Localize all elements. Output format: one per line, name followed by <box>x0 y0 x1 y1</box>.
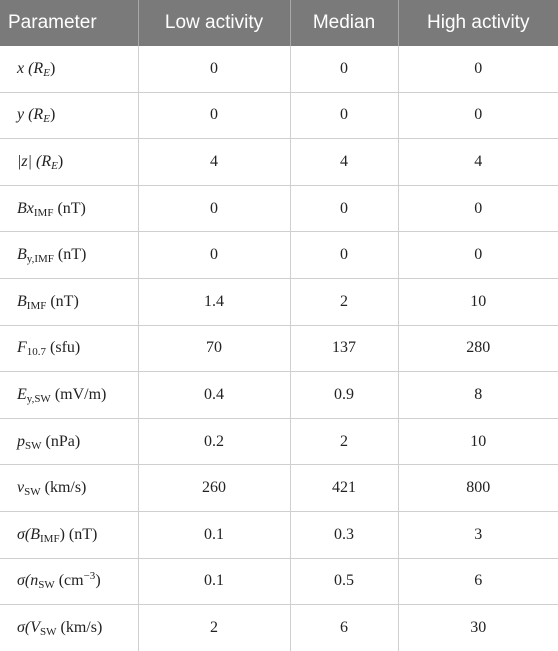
high-activity-cell: 8 <box>398 372 558 419</box>
high-activity-cell: 0 <box>398 92 558 139</box>
table-row <box>0 139 558 186</box>
low-activity-cell: 70 <box>138 325 290 372</box>
table-row <box>0 92 558 139</box>
median-cell: 0 <box>290 185 398 232</box>
median-cell: 0.5 <box>290 558 398 605</box>
table-row <box>0 418 558 465</box>
median-cell: 2 <box>290 278 398 325</box>
parameter-cell: $Bx_{IMF}$ (nT) <box>0 185 138 232</box>
high-activity-cell: 6 <box>398 558 558 605</box>
low-activity-cell: 0.4 <box>138 372 290 419</box>
high-activity-cell: 4 <box>398 139 558 186</box>
parameter-cell: $p_{SW}$ (nPa) <box>0 418 138 465</box>
low-activity-cell: 260 <box>138 465 290 512</box>
median-cell: 2 <box>290 418 398 465</box>
median-cell: 0 <box>290 46 398 92</box>
low-activity-cell: 0.1 <box>138 511 290 558</box>
table-row <box>0 372 558 419</box>
table-row <box>0 46 558 92</box>
parameter-cell: $\sigma(B_{IMF})$ (nT) <box>0 511 138 558</box>
high-activity-cell: 800 <box>398 465 558 512</box>
header-median: Median <box>290 0 398 46</box>
table-row <box>0 558 558 605</box>
high-activity-cell: 3 <box>398 511 558 558</box>
median-cell: 0.9 <box>290 372 398 419</box>
high-activity-cell: 30 <box>470 618 487 636</box>
parameter-cell: $F_{10.7}$ (sfu) <box>0 325 138 372</box>
high-activity-cell: 0 <box>398 232 558 279</box>
low-activity-cell: 0 <box>138 185 290 232</box>
parameter-cell: $\sigma(n_{SW}$ $(cm^{-3})$ <box>0 558 138 605</box>
table-row <box>0 465 558 512</box>
low-activity-cell: 0 <box>138 46 290 92</box>
parameter-cell: $\sigma(V_{SW}$ (km/s) <box>0 605 138 651</box>
low-activity-cell: 1.4 <box>138 278 290 325</box>
high-activity-cell: 280 <box>398 325 558 372</box>
median-cell: 0 <box>290 92 398 139</box>
high-activity-cell: 0 <box>398 46 558 92</box>
median-cell: 421 <box>290 465 398 512</box>
parameter-cell: |z| $(R_E)$ <box>0 139 138 186</box>
table-row <box>0 605 558 651</box>
parameter-cell: $B_{IMF}$ (nT) <box>0 278 138 325</box>
parameter-cell: y $(R_E)$ <box>0 92 138 139</box>
parameter-cell: $v_{SW}$ (km/s) <box>0 465 138 512</box>
header-high-activity: High activity <box>398 0 558 46</box>
table-row <box>0 511 558 558</box>
median-cell: 0.3 <box>290 511 398 558</box>
parameter-cell: $E_{y,SW}$ (mV/m) <box>0 372 138 419</box>
low-activity-cell: 4 <box>138 139 290 186</box>
median-cell: 137 <box>290 325 398 372</box>
median-cell: 0 <box>290 232 398 279</box>
header-row <box>0 0 558 46</box>
low-activity-cell: 0 <box>138 92 290 139</box>
header-low-activity: Low activity <box>138 0 290 46</box>
table-row <box>0 325 558 372</box>
high-activity-cell: 10 <box>398 418 558 465</box>
median-cell: 4 <box>290 139 398 186</box>
low-activity-cell: 0.1 <box>138 558 290 605</box>
table-row <box>0 278 558 325</box>
parameter-cell: $B_{y,IMF}$ (nT) <box>0 232 138 279</box>
table-row <box>0 232 558 279</box>
low-activity-cell: 0 <box>138 232 290 279</box>
header-parameter: Parameter <box>0 0 138 46</box>
table-row <box>0 185 558 232</box>
high-activity-cell: 10 <box>398 278 558 325</box>
low-activity-cell: 0.2 <box>138 418 290 465</box>
high-activity-cell: 0 <box>398 185 558 232</box>
parameter-cell: x $(R_E)$ <box>0 46 138 92</box>
low-activity-cell: 2 <box>138 605 290 651</box>
median-cell: 6 <box>290 605 398 651</box>
